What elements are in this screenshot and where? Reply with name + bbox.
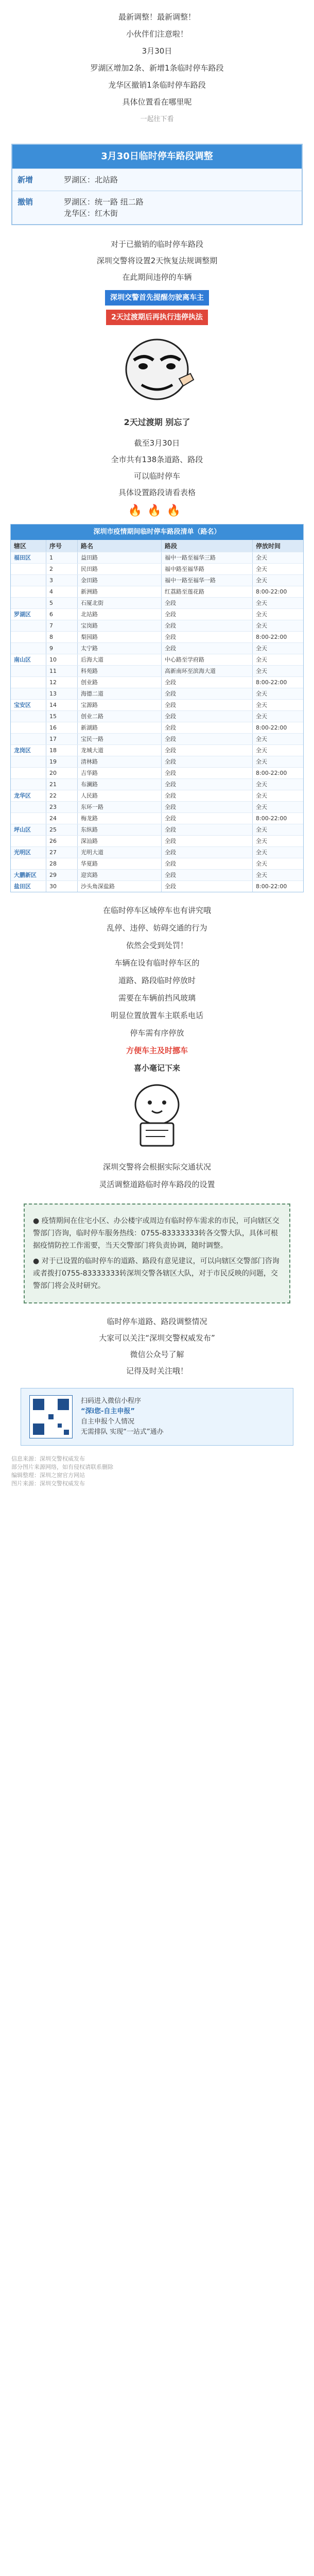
intro-line: 最新调整！最新调整！	[118, 12, 196, 22]
table-cell: 布澜路	[78, 779, 162, 790]
follow-section	[0, 1316, 314, 1377]
table-row	[11, 688, 303, 699]
table-row	[11, 642, 303, 654]
table-cell: 全天	[256, 792, 267, 799]
table-cell	[11, 688, 46, 699]
meme-face-icon	[113, 333, 201, 411]
section-line: 可以临时停车	[133, 471, 180, 481]
table-cell	[11, 586, 46, 597]
table-cell	[11, 802, 46, 812]
table-cell: 全天	[256, 736, 267, 742]
table-cell	[11, 711, 46, 722]
table-cell: 全段	[162, 711, 253, 722]
table-cell: 12	[46, 677, 78, 688]
table-cell: 全天	[256, 600, 267, 606]
table-cell: 10	[46, 654, 78, 665]
table-cell: 22	[46, 790, 78, 801]
rules-line: 车辆在设有临时停车区的	[114, 958, 200, 968]
table-cell: 新湖路	[78, 722, 162, 733]
column-header: 路名	[78, 540, 162, 552]
table-cell: 24	[46, 813, 78, 824]
banner-value: 罗湖区：统一路 纽二路 龙华区：红木街	[64, 197, 144, 218]
table-cell: 全天	[256, 645, 267, 652]
table-cell: 益田路	[78, 552, 162, 563]
table-row	[11, 869, 303, 880]
table-cell	[11, 575, 46, 586]
card-line: “深i您-自主申报”	[81, 1408, 135, 1415]
table-row	[11, 733, 303, 744]
table-cell	[11, 779, 46, 790]
intro-line: 具体位置看在哪里呢	[122, 97, 192, 107]
table-cell: 全段	[162, 836, 253, 846]
rules-highlight: 方便车主及时挪车	[126, 1046, 188, 1055]
transition-section	[0, 239, 314, 517]
intro-line: 3月30日	[142, 46, 172, 56]
table-cell: 坪山区	[11, 824, 46, 835]
table-cell: 沙头角深盐路	[78, 881, 162, 892]
parking-table	[10, 524, 304, 892]
sticker-text: 喜小毫记下来	[133, 1063, 180, 1073]
table-cell: 全天	[256, 826, 267, 833]
column-header: 停放时间	[256, 543, 281, 550]
table-cell: 30	[46, 881, 78, 892]
table-cell: 光明区	[11, 847, 46, 858]
table-cell	[11, 813, 46, 824]
table-cell: 人民路	[78, 790, 162, 801]
table-cell: 全段	[162, 813, 253, 824]
table-cell: 新洲路	[78, 586, 162, 597]
table-cell: 全天	[256, 577, 267, 584]
table-cell: 13	[46, 688, 78, 699]
table-cell	[11, 768, 46, 778]
table-cell: 太宁路	[78, 643, 162, 654]
table-cell: 15	[46, 711, 78, 722]
card-line: 自主申报个人情况	[81, 1418, 135, 1426]
notice-paragraph: ● 疫情期间在住宅小区、办公楼宇或周边有临时停车需求的市民，可向辖区交警部门咨询，临时停车服务热线：0755-83333333转各交警大队，具体可根据疫情防控工作需要，当天交警部门将负责协调，随时调整。	[33, 1217, 280, 1250]
banner-key: 撤销	[18, 197, 33, 207]
source-info	[11, 1455, 303, 1488]
rules-line: 停车需有序停放	[130, 1028, 184, 1038]
table-row	[11, 586, 303, 597]
source-line: 信息来源：深圳交警权威发布	[11, 1455, 85, 1462]
table-cell: 迎宾路	[78, 870, 162, 880]
table-cell: 全段	[162, 858, 253, 869]
table-cell: 全天	[256, 781, 267, 788]
table-cell: 吉华路	[78, 768, 162, 778]
table-cell	[11, 677, 46, 688]
table-cell: 创业路	[78, 677, 162, 688]
table-cell: 石厦北街	[78, 598, 162, 608]
table-row	[11, 563, 303, 574]
table-cell: 全天	[256, 690, 267, 697]
table-cell: 华夏路	[78, 858, 162, 869]
table-cell: 宝源路	[78, 700, 162, 710]
table-cell: 高新南环至滨海大道	[162, 666, 253, 676]
notice-paragraph: ● 对于已设置的临时停车的道路、路段有意见建议，可以向辖区交警部门咨询或者拨打0755-83333333转深圳交警各辖区大队，对于市民反映的问题，交警部门将会及时研究。	[33, 1257, 280, 1290]
table-cell: 1	[46, 552, 78, 563]
table-cell: 11	[46, 666, 78, 676]
banner-key: 新增	[18, 175, 33, 184]
table-cell: 光明大道	[78, 847, 162, 858]
table-cell: 全段	[162, 598, 253, 608]
table-cell: 全段	[162, 700, 253, 710]
hotline-notice	[24, 1204, 290, 1303]
table-cell: 福中路至福华路	[162, 564, 253, 574]
table-cell: 全段	[162, 677, 253, 688]
table-cell: 全段	[162, 870, 253, 880]
table-cell: 全段	[162, 802, 253, 812]
table-cell: 2	[46, 564, 78, 574]
table-cell: 全段	[162, 620, 253, 631]
table-cell: 全天	[256, 860, 267, 867]
table-row	[11, 631, 303, 642]
table-cell: 南山区	[11, 654, 46, 665]
table-cell: 科苑路	[78, 666, 162, 676]
table-row	[11, 801, 303, 812]
card-line: 扫码进入微信小程序	[81, 1397, 142, 1405]
table-cell: 清林路	[78, 756, 162, 767]
column-header: 路段	[162, 540, 253, 552]
table-cell: 全段	[162, 881, 253, 892]
table-cell: 8:00-22:00	[256, 815, 287, 822]
table-cell: 6	[46, 609, 78, 620]
rules-line: 灵活调整道路临时停车路段的设置	[99, 1180, 215, 1189]
table-cell: 福田区	[11, 552, 46, 563]
table-cell: 3	[46, 575, 78, 586]
table-cell	[11, 632, 46, 642]
table-row	[11, 835, 303, 846]
table-cell: 宝民一路	[78, 734, 162, 744]
table-row	[11, 767, 303, 778]
table-cell: 4	[46, 586, 78, 597]
section-line: 在此期间违停的车辆	[122, 273, 192, 282]
rules-line: 深圳交警将会根据实际交通状况	[102, 1162, 211, 1172]
intro	[0, 0, 314, 123]
table-cell: 全段	[162, 722, 253, 733]
table-cell: 全天	[256, 758, 267, 765]
table-cell	[11, 643, 46, 654]
table-cell: 全天	[256, 554, 267, 561]
table-title: 深圳市疫情期间临时停车路段清单（路名）	[11, 524, 303, 540]
table-cell: 龙华区	[11, 790, 46, 801]
source-line: 图片来源：深圳交警权威发布	[11, 1480, 85, 1487]
table-cell: 全天	[256, 713, 267, 720]
table-cell: 26	[46, 836, 78, 846]
section-line: 截至3月30日	[134, 438, 180, 448]
rules-line: 乱停、违停、妨碍交通的行为	[107, 923, 207, 933]
table-row	[11, 552, 303, 563]
table-cell: 宝岗路	[78, 620, 162, 631]
table-cell	[11, 858, 46, 869]
banner-value: 罗湖区：北站路	[64, 175, 118, 184]
table-row	[11, 608, 303, 620]
table-cell: 7	[46, 620, 78, 631]
table-cell: 8:00-22:00	[256, 634, 287, 640]
table-cell: 东纵路	[78, 824, 162, 835]
table-cell: 全段	[162, 768, 253, 778]
note-taking-icon	[116, 1074, 198, 1151]
table-cell	[11, 666, 46, 676]
table-cell: 福中一路至福华三路	[162, 552, 253, 563]
table-row	[11, 824, 303, 835]
table-cell: 17	[46, 734, 78, 744]
table-cell: 27	[46, 847, 78, 858]
card-line: 无需排队 实现“一站式”通办	[81, 1428, 164, 1436]
table-cell: 19	[46, 756, 78, 767]
table-cell: 8:00-22:00	[256, 883, 287, 890]
table-cell: 全段	[162, 847, 253, 858]
table-row	[11, 756, 303, 767]
table-row	[11, 574, 303, 586]
table-cell: 8:00-22:00	[256, 770, 287, 776]
table-cell: 20	[46, 768, 78, 778]
meme-image	[113, 333, 201, 411]
table-cell: 全段	[162, 643, 253, 654]
table-cell	[11, 756, 46, 767]
table-cell: 宝安区	[11, 700, 46, 710]
table-cell: 18	[46, 745, 78, 756]
intro-line: 小伙伴们注意啦！	[126, 29, 188, 39]
table-cell: 全段	[162, 779, 253, 790]
table-cell: 14	[46, 700, 78, 710]
table-cell: 红荔路至莲花路	[162, 586, 253, 597]
source-line: 编辑整理：深圳之窗官方网站	[11, 1472, 85, 1479]
table-cell: 梨园路	[78, 632, 162, 642]
table-cell: 全天	[256, 611, 267, 618]
table-cell: 8:00-22:00	[256, 679, 287, 686]
notice-tag: 深圳交警首先提醒勿驶离车主	[105, 290, 209, 306]
table-cell: 北站路	[78, 609, 162, 620]
column-header: 序号	[46, 540, 78, 552]
table-row	[11, 744, 303, 756]
table-cell: 全天	[256, 747, 267, 754]
table-cell: 福中一路至福华一路	[162, 575, 253, 586]
table-cell	[11, 734, 46, 744]
card-text	[81, 1396, 293, 1437]
table-row	[11, 597, 303, 608]
banner-row-add	[12, 168, 302, 191]
table-cell: 全天	[256, 566, 267, 572]
rules-section	[0, 905, 314, 1190]
table-row	[11, 790, 303, 801]
table-cell: 全段	[162, 632, 253, 642]
table-cell: 全段	[162, 790, 253, 801]
intro-line: 龙华区撤销1条临时停车路段	[108, 80, 206, 90]
read-more-hint: 一起往下看	[140, 115, 174, 123]
table-cell: 盐田区	[11, 881, 46, 892]
table-cell: 全天	[256, 849, 267, 856]
table-cell	[11, 722, 46, 733]
table-row	[11, 654, 303, 665]
column-header: 辖区	[11, 540, 46, 552]
adjustment-banner	[11, 144, 303, 225]
table-header	[11, 540, 303, 552]
rules-line: 明显位置放置车主联系电话	[110, 1011, 203, 1020]
follow-line: 微信公众号了解	[130, 1350, 184, 1359]
table-cell: 梅龙路	[78, 813, 162, 824]
table-cell	[11, 564, 46, 574]
table-cell: 全段	[162, 824, 253, 835]
table-cell: 后海大道	[78, 654, 162, 665]
table-cell: 全段	[162, 745, 253, 756]
table-cell: 中心路至学府路	[162, 654, 253, 665]
rules-line: 在临时停车区域停车也有讲究哦	[102, 906, 211, 915]
table-row	[11, 858, 303, 869]
table-body	[11, 552, 303, 892]
intro-line: 罗湖区增加2条、新增1条临时停车路段	[90, 63, 224, 73]
follow-line: 大家可以关注“深圳交警权威发布”	[99, 1333, 215, 1343]
table-cell: 全天	[256, 702, 267, 708]
table-row	[11, 665, 303, 676]
table-row	[11, 620, 303, 631]
miniprogram-card[interactable]	[21, 1388, 293, 1446]
table-cell	[11, 620, 46, 631]
table-cell: 罗湖区	[11, 609, 46, 620]
table-cell: 5	[46, 598, 78, 608]
table-cell: 全天	[256, 622, 267, 629]
banner-title: 3月30日临时停车路段调整	[12, 145, 302, 168]
table-cell: 全段	[162, 609, 253, 620]
table-row	[11, 699, 303, 710]
table-cell: 16	[46, 722, 78, 733]
banner-row-cancel	[12, 191, 302, 224]
table-cell: 龙岗区	[11, 745, 46, 756]
table-cell: 8	[46, 632, 78, 642]
table-row	[11, 710, 303, 722]
table-row	[11, 812, 303, 824]
section-line: 对于已撤销的临时停车路段	[110, 240, 203, 249]
table-cell: 8:00-22:00	[256, 724, 287, 731]
table-row	[11, 778, 303, 790]
table-cell: 28	[46, 858, 78, 869]
table-cell: 深汕路	[78, 836, 162, 846]
table-cell: 全段	[162, 756, 253, 767]
sticker-image	[116, 1062, 198, 1155]
table-cell: 25	[46, 824, 78, 835]
fire-icon: 🔥🔥🔥	[128, 504, 186, 517]
section-line: 全市共有138条道路、路段	[111, 455, 203, 464]
table-cell: 全天	[256, 838, 267, 844]
table-cell: 21	[46, 779, 78, 790]
table-cell: 全天	[256, 804, 267, 810]
table-cell: 金田路	[78, 575, 162, 586]
table-cell: 全天	[256, 872, 267, 878]
table-cell: 全段	[162, 688, 253, 699]
notice-tag: 2天过渡期后再执行违停执法	[106, 310, 208, 325]
table-cell: 海德二道	[78, 688, 162, 699]
table-cell: 全天	[256, 668, 267, 674]
table-row	[11, 846, 303, 858]
table-cell: 大鹏新区	[11, 870, 46, 880]
table-cell	[11, 836, 46, 846]
table-row	[11, 676, 303, 688]
table-cell: 全天	[256, 656, 267, 663]
rules-line: 依然会受到处罚！	[126, 941, 188, 950]
table-cell: 9	[46, 643, 78, 654]
table-cell: 8:00-22:00	[256, 588, 287, 595]
rules-line: 道路、路段临时停放时	[118, 976, 196, 985]
table-cell: 龙城大道	[78, 745, 162, 756]
table-cell: 民田路	[78, 564, 162, 574]
section-line: 深圳交警将设置2天恢复法规调整期	[96, 256, 218, 265]
qr-code-icon[interactable]	[29, 1395, 73, 1438]
source-line: 部分图片来源网络，如有侵权请联系删除	[11, 1464, 113, 1470]
section-line: 具体设置路段请看表格	[118, 488, 196, 497]
table-cell: 创业二路	[78, 711, 162, 722]
table-row	[11, 880, 303, 892]
table-cell: 东环一路	[78, 802, 162, 812]
table-cell: 全段	[162, 734, 253, 744]
rules-line: 需要在车辆前挡风玻璃	[118, 993, 196, 1003]
table-cell: 23	[46, 802, 78, 812]
meme-caption: 2天过渡期 别忘了	[124, 417, 190, 427]
table-row	[11, 722, 303, 733]
table-cell	[11, 598, 46, 608]
follow-line: 临时停车道路、路段调整情况	[107, 1317, 207, 1326]
follow-line: 记得及时关注哦！	[126, 1366, 188, 1376]
table-cell: 29	[46, 870, 78, 880]
